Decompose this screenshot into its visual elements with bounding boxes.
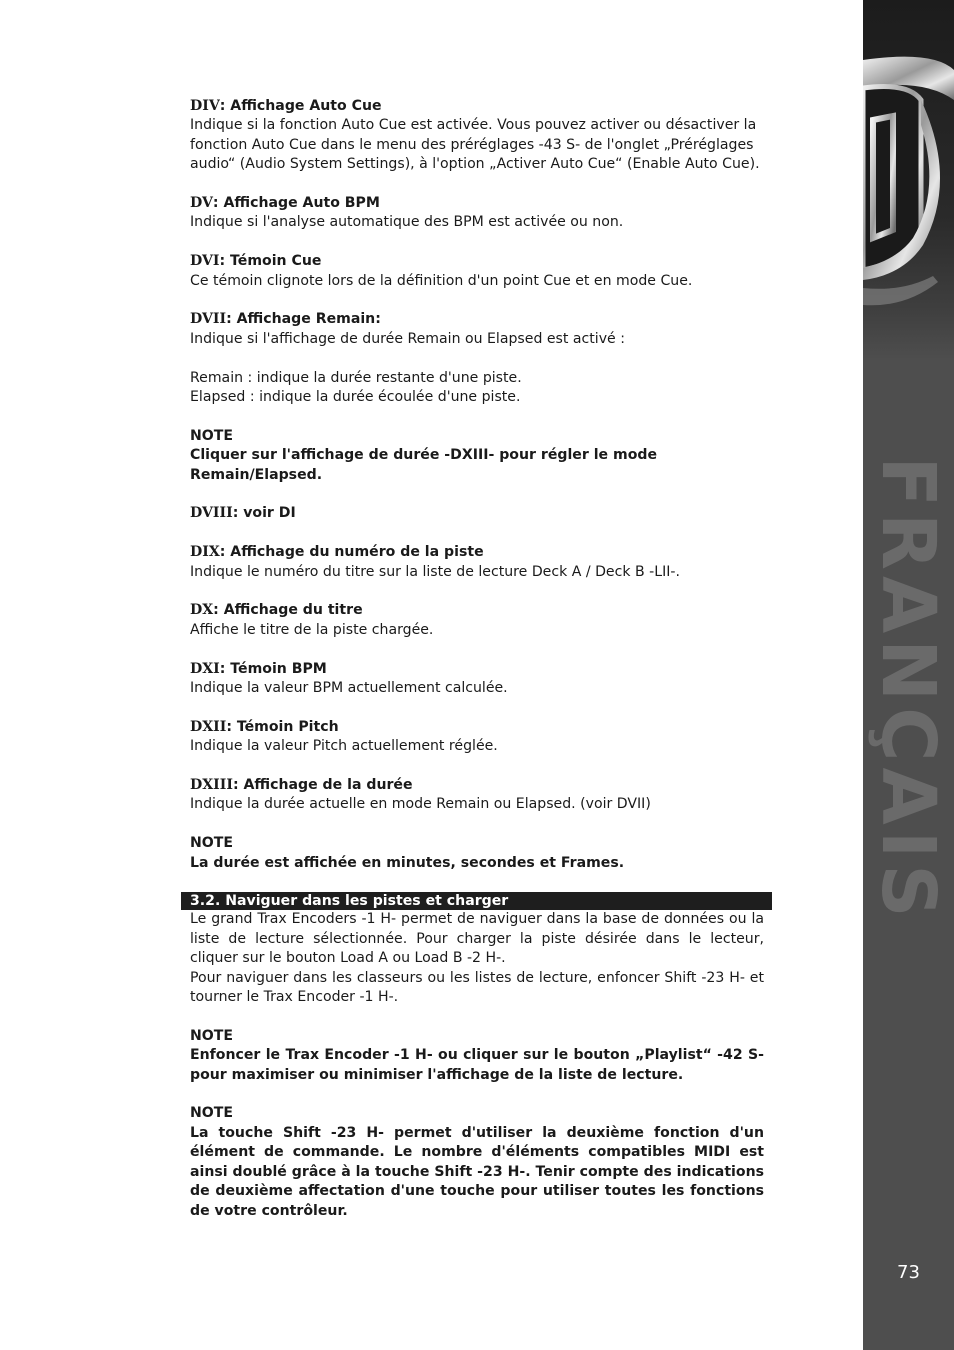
section-dvi — [190, 252, 764, 291]
section-heading-bar: 3.2. Naviguer dans les pistes et charger — [181, 892, 772, 910]
section-heading: DIX: Affichage du numéro de la piste — [190, 544, 484, 561]
note-duration — [190, 834, 764, 873]
elapsed-line: Elapsed : indique la durée écoulée d'une piste. — [190, 389, 521, 406]
note-label: NOTE — [190, 835, 234, 852]
note-shift — [190, 1104, 764, 1220]
note-label: NOTE — [190, 1027, 234, 1044]
section-heading: DV: Affichage Auto BPM — [190, 195, 380, 212]
section-dxiii — [190, 776, 764, 815]
section-heading: DXII: Témoin Pitch — [190, 718, 339, 735]
section-dix — [190, 543, 764, 582]
section-body: Indique si l'affichage de durée Remain ou Elapsed est activé : — [190, 330, 625, 347]
note-label: NOTE — [190, 1105, 234, 1122]
remain-label: Remain : — [190, 369, 253, 386]
section-body: Indique si la fonction Auto Cue est activée. Vous pouvez activer ou désactiver la fonction Auto Cue dans le menu des préréglages -43 S- de l'onglet „Préréglages audio“ (Audio System Settings), à l'option „Activer Auto Cue“ (Enable Auto Cue). — [190, 117, 760, 173]
section-dvii — [190, 310, 764, 349]
section-div — [190, 97, 764, 175]
section-dxii — [190, 718, 764, 757]
section-heading: DXI: Témoin BPM — [190, 660, 327, 677]
note-text: Enfoncer le Trax Encoder -1 H- ou cliquer sur le bouton „Playlist“ -42 S- pour maximiser ou minimiser l'affichage de la liste de lecture. — [190, 1047, 764, 1083]
page-number: 73 — [897, 1262, 920, 1283]
section-body: Indique la valeur BPM actuellement calculée. — [190, 680, 508, 697]
elapsed-label: Elapsed : — [190, 389, 255, 406]
section-body: Indique la durée actuelle en mode Remain ou Elapsed. (voir DVII) — [190, 796, 651, 813]
section-dx — [190, 601, 764, 640]
section-body: Indique le numéro du titre sur la liste de lecture Deck A / Deck B -LII-. — [190, 563, 680, 580]
nav-paragraph-2: Pour naviguer dans les classeurs ou les listes de lecture, enfoncer Shift -23 H- et tourner le Trax Encoder -1 H-. — [190, 969, 764, 1006]
remain-line: Remain : indique la durée restante d'une piste. — [190, 369, 522, 386]
section-body: Ce témoin clignote lors de la définition d'un point Cue et en mode Cue. — [190, 272, 693, 289]
section-body: Indique si l'analyse automatique des BPM est activée ou non. — [190, 214, 624, 231]
section-dv — [190, 194, 764, 233]
section-dxi — [190, 660, 764, 699]
section-heading: DXIII: Affichage de la durée — [190, 777, 413, 794]
side-band — [863, 0, 954, 1350]
note-label: NOTE — [190, 427, 234, 444]
section-heading: DVII: Affichage Remain: — [190, 311, 381, 328]
section-body: Affiche le titre de la piste chargée. — [190, 621, 434, 638]
page-content — [190, 97, 764, 1221]
section-heading: DVI: Témoin Cue — [190, 253, 322, 270]
note-text: La durée est affichée en minutes, secondes et Frames. — [190, 854, 625, 871]
section-dviii: DVIII: voir DI — [190, 505, 296, 522]
note-remain-elapsed — [190, 427, 764, 485]
note-text: Cliquer sur l'affichage de durée -DXIII- pour régler le mode Remain/Elapsed. — [190, 447, 658, 483]
note-text: La touche Shift -23 H- permet d'utiliser la deuxième fonction d'un élément de commande. Le nombre d'éléments compatibles MIDI est ainsi doublé grâce à la touche Shift -23 H-. Tenir compte des indications de deuxième affectation d'une touche pour utiliser toutes les fonctions de votre contrôleur. — [190, 1124, 764, 1219]
language-label: FRANÇAIS — [865, 456, 951, 924]
section-heading: DIV: Affichage Auto Cue — [190, 98, 382, 114]
section-heading: DX: Affichage du titre — [190, 602, 363, 619]
nav-paragraph-1: Le grand Trax Encoders -1 H- permet de naviguer dans la base de données ou la liste de lecture sélectionnée. Pour charger la piste désirée dans le lecteur, cliquer sur le bouton Load A ou Load B -2 H-. — [190, 911, 764, 967]
note-playlist — [190, 1027, 764, 1085]
section-body: Indique la valeur Pitch actuellement réglée. — [190, 738, 498, 755]
